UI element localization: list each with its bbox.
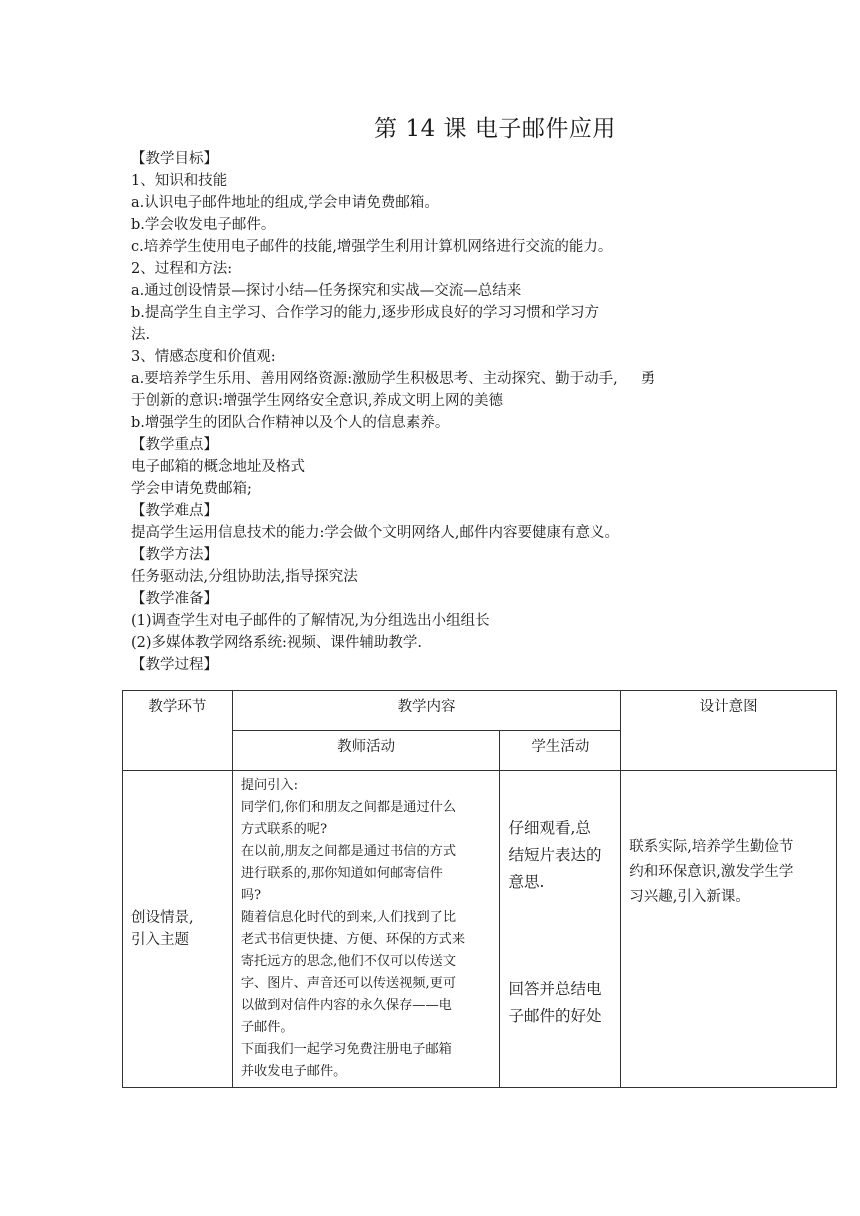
- student-line: 回答并总结电: [508, 980, 602, 998]
- header-teacher-activity: 教师活动: [232, 731, 500, 771]
- student-line: 子邮件的好处: [508, 1007, 602, 1025]
- student-activity-cell: [500, 771, 621, 1088]
- section-heading-key-points: 【教学重点】: [131, 437, 218, 453]
- teacher-line: 以做到对信件内容的永久保存——电: [240, 998, 452, 1013]
- stage-line: 引入主题: [131, 932, 189, 948]
- teacher-line: 并收发电子邮件。: [240, 1064, 347, 1079]
- teacher-line: 吗?: [240, 888, 262, 903]
- teacher-line: 方式联系的呢?: [240, 822, 328, 837]
- intent-line: 联系实际,培养学生勤俭节: [629, 839, 794, 855]
- teacher-line: 在以前,朋友之间都是通过书信的方式: [240, 844, 457, 859]
- intent-line: 约和环保意识,激发学生学: [629, 864, 794, 880]
- section-heading-objectives: 【教学目标】: [131, 151, 218, 167]
- difficulty-item: 提高学生运用信息技术的能力:学会做个文明网络人,邮件内容要健康有意义。: [131, 525, 619, 541]
- objective-item: a.要培养学生乐用、善用网络资源:激励学生积极思考、主动探究、勤于动手, 勇: [131, 371, 656, 387]
- teacher-line: 提问引入:: [240, 778, 299, 793]
- teacher-line: 下面我们一起学习免费注册电子邮箱: [240, 1042, 452, 1057]
- objective-item-continuation: 于创新的意识:增强学生网络安全意识,养成文明上网的美德: [131, 393, 503, 409]
- teacher-line: 老式书信更快捷、方便、环保的方式来: [240, 932, 466, 947]
- section-heading-preparation: 【教学准备】: [131, 591, 218, 607]
- teacher-line: 进行联系的,那你知道如何邮寄信件: [240, 866, 443, 881]
- preparation-item: (2)多媒体教学网络系统:视频、课件辅助教学.: [131, 635, 423, 651]
- intent-line: 习兴趣,引入新课。: [629, 889, 750, 905]
- header-stage: 教学环节: [123, 691, 233, 771]
- teacher-line: 子邮件。: [240, 1020, 294, 1035]
- student-line: 意思.: [508, 873, 545, 891]
- page-title: 第 14 课 电子邮件应用: [374, 116, 616, 142]
- lesson-body: [131, 148, 731, 676]
- stage-line: 创设情景,: [131, 910, 194, 926]
- teacher-line: 寄托远方的思念,他们不仅可以传送文: [240, 954, 457, 969]
- objective-item: a.认识电子邮件地址的组成,学会申请免费邮箱。: [131, 195, 439, 211]
- header-content: 教学内容: [232, 691, 620, 731]
- objective-item: b.提高学生自主学习、合作学习的能力,逐步形成良好的学习习惯和学习方: [131, 305, 599, 321]
- student-line: 仔细观看,总: [508, 819, 591, 837]
- spacer: [508, 896, 616, 976]
- method-item: 任务驱动法,分组协助法,指导探究法: [131, 569, 358, 585]
- objective-item: b.学会收发电子邮件。: [131, 217, 276, 233]
- section-heading-methods: 【教学方法】: [131, 547, 218, 563]
- key-point-item: 电子邮箱的概念地址及格式: [131, 459, 305, 475]
- objective-item: b.增强学生的团队合作精神以及个人的信息素养。: [131, 415, 450, 431]
- section-heading-process-table: 【教学过程】: [131, 657, 218, 673]
- objective-heading-attitude: 3、情感态度和价值观:: [131, 349, 276, 365]
- objective-item: c.培养学生使用电子邮件的技能,增强学生利用计算机网络进行交流的能力。: [131, 239, 613, 255]
- teacher-line: 字、图片、声音还可以传送视频,更可: [240, 976, 457, 991]
- objective-heading-knowledge: 1、知识和技能: [131, 173, 228, 189]
- teaching-process-table: [122, 690, 837, 1088]
- header-intent: 设计意图: [621, 691, 837, 771]
- teacher-line: 随着信息化时代的到来,人们找到了比: [240, 910, 457, 925]
- header-student-activity: 学生活动: [500, 731, 621, 771]
- objective-item: a.通过创设情景—探讨小结—任务探究和实战—交流—总结来: [131, 283, 522, 299]
- objective-heading-process: 2、过程和方法:: [131, 261, 233, 277]
- key-point-item: 学会申请免费邮箱;: [131, 481, 252, 497]
- objective-item-continuation: 法.: [131, 327, 151, 343]
- student-line: 结短片表达的: [508, 846, 602, 864]
- teacher-activity-cell: [232, 771, 500, 1088]
- section-heading-difficulties: 【教学难点】: [131, 503, 218, 519]
- design-intent-cell: [621, 771, 837, 1088]
- preparation-item: (1)调查学生对电子邮件的了解情况,为分组选出小组组长: [131, 613, 490, 629]
- stage-cell: [123, 771, 233, 1088]
- teacher-line: 同学们,你们和朋友之间都是通过什么: [240, 800, 457, 815]
